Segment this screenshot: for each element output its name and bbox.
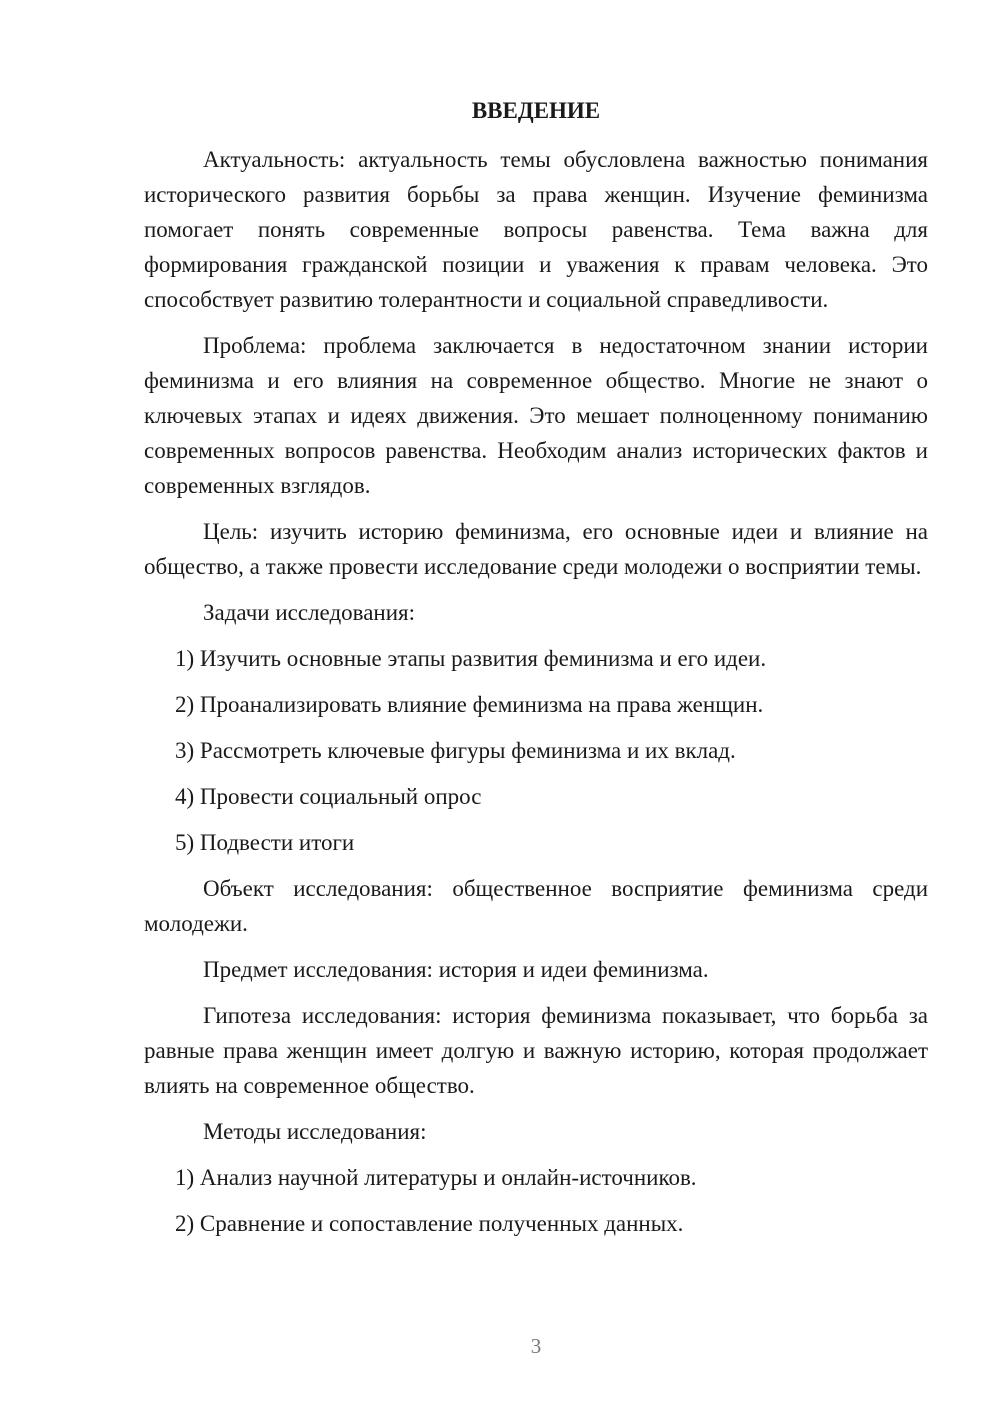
methods-list [144, 1160, 928, 1241]
paragraph-subject: Предмет исследования: история и идеи феминизма. [203, 957, 709, 982]
document-body [144, 142, 928, 1252]
list-item: 2) Сравнение и сопоставление полученных данных. [175, 1211, 684, 1236]
page-number: 3 [530, 1334, 542, 1358]
paragraph-problem: Проблема: проблема заключается в недостаточном знании истории феминизма и его влияния на современное общество. Многие не знают о ключевых этапах и идеях движения. Это мешает полноценному пониманию современных вопросов равенства. Необходим анализ исторических фактов и современных взглядов. [144, 333, 928, 498]
document-page [144, 0, 928, 1414]
page-title: ВВЕДЕНИЕ [471, 98, 601, 123]
tasks-list [144, 641, 928, 860]
methods-heading: Методы исследования: [203, 1119, 427, 1144]
list-item: 4) Провести социальный опрос [175, 784, 482, 809]
tasks-heading: Задачи исследования: [203, 600, 416, 625]
paragraph-object: Объект исследования: общественное восприятие феминизма среди молодежи. [144, 876, 928, 936]
paragraph-goal: Цель: изучить историю феминизма, его основные идеи и влияние на общество, а также провести исследование среди молодежи о восприятии темы. [144, 519, 928, 579]
paragraph-relevance: Актуальность: актуальность темы обусловлена важностью понимания исторического развития борьбы за права женщин. Изучение феминизма помогает понять современные вопросы равенства. Тема важна для формирования гражданской позиции и уважения к правам человека. Это способствует развитию толерантности и социальной справедливости. [144, 147, 928, 312]
list-item: 5) Подвести итоги [175, 830, 355, 855]
paragraph-hypothesis: Гипотеза исследования: история феминизма показывает, что борьба за равные права женщин имеет долгую и важную историю, которая продолжает влиять на современное общество. [144, 1003, 928, 1098]
list-item: 3) Рассмотреть ключевые фигуры феминизма и их вклад. [175, 738, 736, 763]
list-item: 1) Анализ научной литературы и онлайн-источников. [175, 1165, 697, 1190]
list-item: 1) Изучить основные этапы развития феминизма и его идеи. [175, 646, 767, 671]
list-item: 2) Проанализировать влияние феминизма на права женщин. [175, 692, 764, 717]
